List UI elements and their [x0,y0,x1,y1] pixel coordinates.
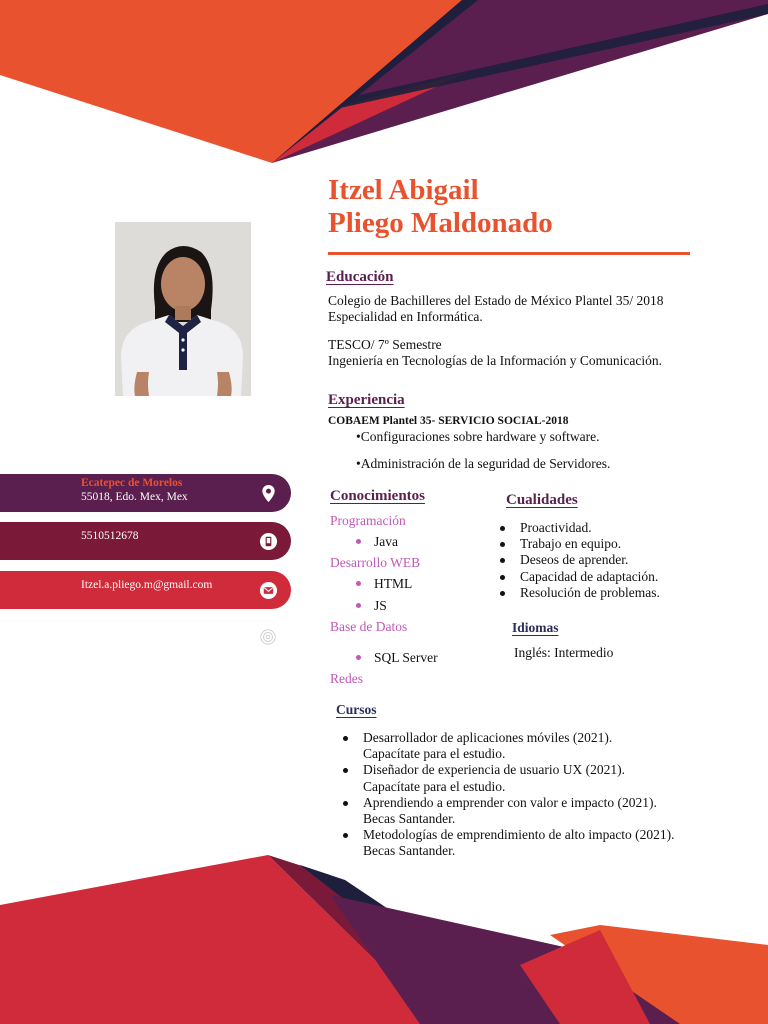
location-pin-icon [259,484,278,503]
education-detail: Ingeniería en Tecnologías de la Información y Comunicación. [328,352,662,368]
skill-item: HTML [356,576,412,592]
email-icon [259,581,278,600]
skill-item: JS [356,598,387,614]
candidate-name [328,174,553,240]
last-name: Pliego Maldonado [328,207,553,239]
course-provider: Capacítate para el estudio. [363,746,506,762]
first-name: Itzel Abigail [328,174,479,206]
list-item: Proactividad. [492,520,660,536]
profile-photo [115,222,251,396]
course-name: Aprendiendo a emprender con valor e impacto (2021). [363,794,657,810]
list-item [335,730,675,762]
bottom-decoration [0,855,768,1024]
education-entry [328,293,664,324]
course-provider: Becas Santander. [363,811,456,827]
web-icon [259,628,277,646]
email-address[interactable]: Itzel.a.pliego.m@gmail.com [81,579,213,591]
top-decoration [0,0,768,170]
courses-title: Cursos [336,702,377,717]
courses-list [335,730,675,860]
education-entry [328,337,662,368]
list-item: Deseos de aprender. [492,552,660,568]
skill-category: Desarrollo WEB [330,555,421,570]
list-item [335,795,675,827]
education-title: Educación [326,269,394,285]
education-school: TESCO/ 7º Semestre [328,337,442,352]
contact-email [0,571,291,609]
course-name: Diseñador de experiencia de usuario UX (2021). [363,762,626,778]
course-provider: Becas Santander. [363,843,456,859]
job-duty: •Configuraciones sobre hardware y software. [356,429,600,444]
name-divider [328,252,690,255]
qualities-list [492,520,660,601]
list-item: Resolución de problemas. [492,585,660,601]
contact-phone [0,522,291,560]
education-school: Colegio de Bachilleres del Estado de México Plantel 35/ 2018 [328,293,664,308]
experience-title: Experiencia [328,392,405,408]
language-item: Inglés: Intermedio [514,645,614,660]
list-item: Capacidad de adaptación. [492,569,660,585]
contact-address: 55018, Edo. Mex, Mex [81,491,188,503]
contact-city: Ecatepec de Morelos [81,477,183,489]
skill-item: Java [356,534,398,550]
course-provider: Capacítate para el estudio. [363,778,506,794]
job-duty: •Administración de la seguridad de Servidores. [356,456,611,471]
list-item [335,762,675,794]
course-name: Desarrollador de aplicaciones móviles (2021). [363,730,613,745]
education-detail: Especialidad en Informática. [328,308,483,324]
skill-category: Programación [330,513,406,528]
languages-title: Idiomas [512,620,559,635]
skill-item: SQL Server [356,650,438,666]
course-name: Metodologías de emprendimiento de alto impacto (2021). [363,827,675,843]
contact-location [0,474,291,512]
phone-icon [259,532,278,551]
job-title: COBAEM Plantel 35- SERVICIO SOCIAL-2018 [328,415,569,427]
knowledge-title: Conocimientos [330,488,425,504]
list-item: Trabajo en equipo. [492,536,660,552]
skill-category: Base de Datos [330,619,408,634]
phone-number[interactable]: 5510512678 [81,530,139,542]
qualities-title: Cualidades [506,492,578,508]
skill-category: Redes [330,671,363,686]
